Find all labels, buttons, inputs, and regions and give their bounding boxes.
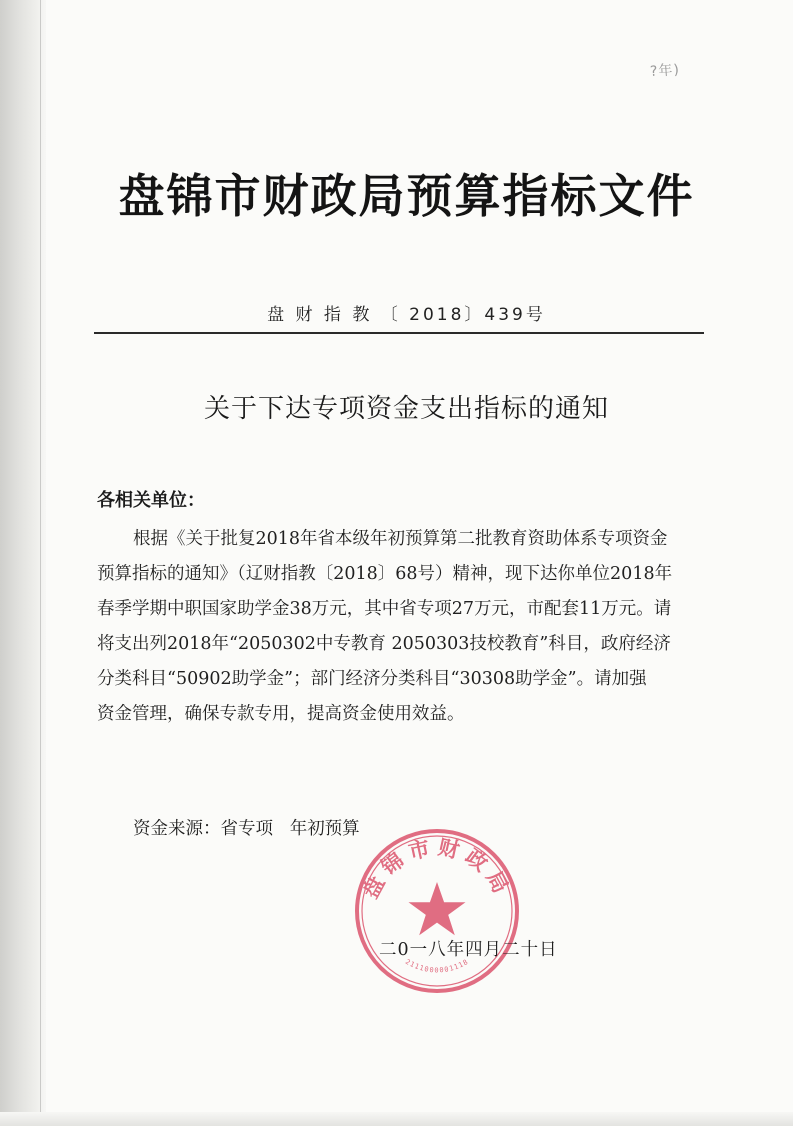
- recipient-salutation: 各相关单位：: [97, 490, 205, 511]
- notice-title: 关于下达专项资金支出指标的通知: [203, 394, 609, 424]
- seal-star-icon: [409, 882, 466, 935]
- funding-source: 资金来源：省专项 年初预算: [133, 819, 360, 839]
- body-line: 将支出列2018年“2050302中专教育 2050303技校教育”科目，政府经济: [97, 634, 671, 654]
- body-line: 根据《关于批复2018年省本级年初预算第二批教育资助体系专项资金: [133, 529, 668, 549]
- scan-binding-line: [40, 0, 41, 1126]
- official-seal-stamp: [352, 826, 522, 996]
- notice-body: [97, 522, 717, 732]
- issue-date: 二0一八年四月二十日: [379, 940, 558, 960]
- handwritten-corner-mark: ?年): [649, 61, 681, 81]
- seal-arc-text: 盘锦市财政局: [358, 835, 516, 903]
- body-line: 春季学期中职国家助学金38万元，其中省专项27万元，市配套11万元。请: [97, 599, 672, 619]
- header-divider: [94, 332, 704, 334]
- document-header-title: 盘锦市财政局预算指标文件: [118, 169, 695, 223]
- scan-bottom-shadow: [0, 1112, 793, 1126]
- body-line: 预算指标的通知》（辽财指教〔2018〕68号）精神，现下达你单位2018年: [97, 564, 673, 584]
- body-line: 分类科目“50902助学金”；部门经济分类科目“30308助学金”。请加强: [97, 669, 647, 689]
- document-number: 盘 财 指 教 〔 2018〕439号: [267, 305, 546, 325]
- body-line: 资金管理，确保专款专用，提高资金使用效益。: [97, 704, 465, 724]
- seal-serial-text: 2111000001118: [403, 957, 471, 975]
